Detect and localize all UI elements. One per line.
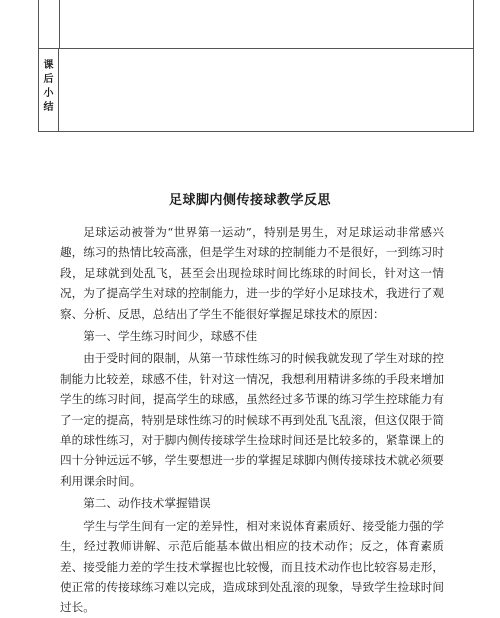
summary-label-cell (39, 49, 59, 131)
paragraph: 足球运动被誉为“世界第一运动”，特别是男生，对足球运动非常感兴趣，练习的热情比较高涨，但是学生对球的控制能力不是很好，一到练习时段，足球就到处乱飞，甚至会出现捡球时间比练球的时间长，针对这一情况，为了提高学生对球的控制能力，进一步的学好小足球技术，我进行了观察、分析、反思，总结出了学生不能很好掌握足球技术的原因： (60, 225, 444, 321)
summary-label-char: 结 (43, 102, 54, 113)
section-heading: 第一、学生练习时间少，球感不佳 (83, 329, 258, 344)
summary-label-char: 小 (43, 88, 54, 99)
summary-content-cell (59, 49, 473, 131)
paragraph: 学生与学生间有一定的差异性，相对来说体育素质好、接受能力强的学生，经过教师讲解、示范后能基本做出相应的技术动作；反之，体育素质差、接受能力差的学生技术掌握也比较慢，而且技术动作也比较容易走形，使正常的传接球练习难以完成，造成球到处乱滚的现象，导致学生捡球时间过长。 (60, 518, 444, 615)
summary-label-char: 后 (43, 74, 54, 85)
table-column-divider (59, 0, 60, 48)
document-body (60, 222, 444, 618)
after-class-summary-table (38, 48, 474, 132)
summary-label-char: 课 (43, 60, 54, 71)
document-title: 足球脚内侧传接球教学反思 (168, 193, 331, 208)
section-heading: 第二、动作技术掌握错误 (83, 496, 211, 511)
table-upper-section (38, 0, 474, 48)
paragraph: 由于受时间的限制，从第一节球性练习的时候我就发现了学生对球的控制能力比较差，球感不佳，针对这一情况，我想利用精讲多练的手段来增加学生的练习时间，提高学生的球感，虽然经过多节课的练习学生控球能力有了一定的提高，特别是球性练习的时候球不再到处乱飞乱滚，但这仅限于简单的球性练习，对于脚内侧传接球学生捡球时间还是比较多的，紧靠课上的四十分钟远远不够，学生要想进一步的掌握足球脚内侧传接球技术就必须要利用课余时间。 (60, 351, 444, 488)
